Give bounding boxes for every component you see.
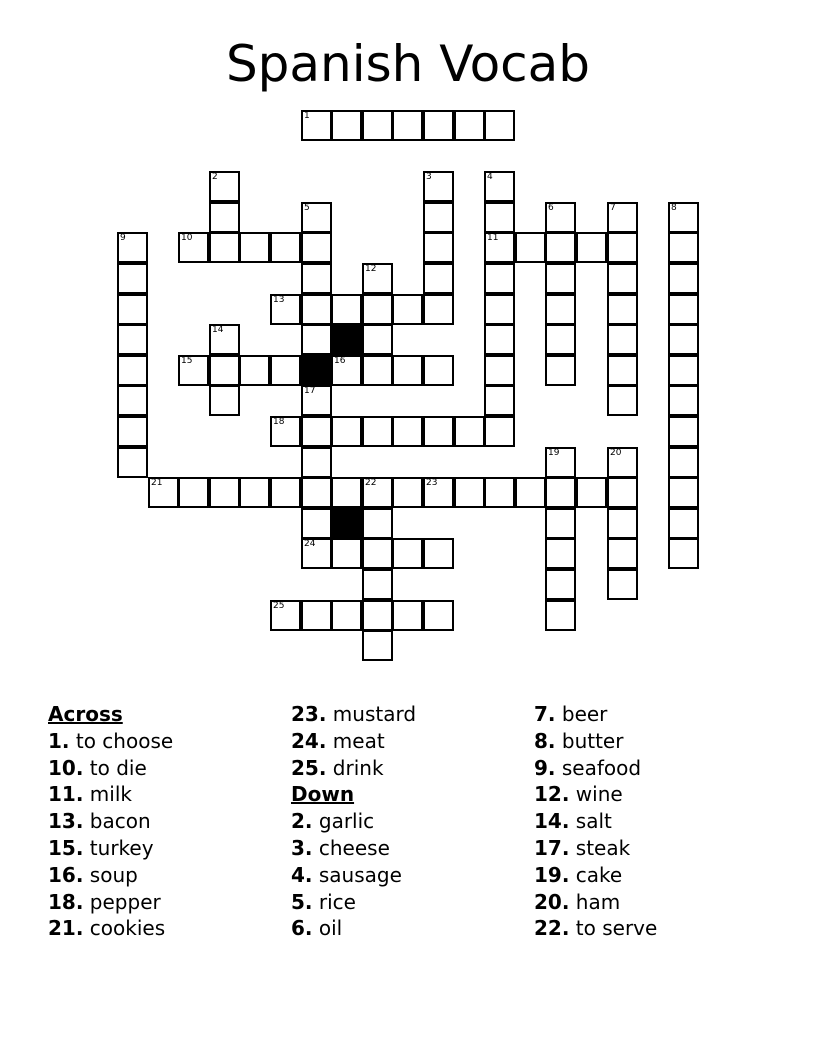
grid-cell[interactable]	[392, 355, 423, 386]
grid-cell[interactable]	[423, 355, 454, 386]
grid-cell[interactable]	[668, 355, 699, 386]
grid-cell[interactable]	[331, 416, 362, 447]
grid-cell[interactable]	[209, 202, 240, 233]
clue-number-label: 22	[365, 478, 377, 488]
grid-cell[interactable]	[576, 477, 607, 508]
grid-cell[interactable]	[607, 508, 638, 539]
grid-cell[interactable]	[301, 232, 332, 263]
grid-cell[interactable]	[484, 171, 515, 202]
grid-cell[interactable]	[239, 477, 270, 508]
grid-cell[interactable]	[117, 416, 148, 447]
grid-cell[interactable]	[484, 232, 515, 263]
grid-cell[interactable]	[270, 600, 301, 631]
grid-cell[interactable]	[117, 355, 148, 386]
grid-cell[interactable]	[209, 385, 240, 416]
grid-cell[interactable]	[209, 477, 240, 508]
clue-across-13[interactable]: 13. bacon	[48, 809, 151, 834]
grid-cell[interactable]	[362, 263, 393, 294]
grid-cell[interactable]	[576, 232, 607, 263]
clue-number-label: 17	[304, 386, 316, 396]
grid-cell[interactable]	[362, 324, 393, 355]
grid-cell[interactable]	[423, 263, 454, 294]
grid-cell[interactable]	[239, 232, 270, 263]
grid-cell[interactable]	[484, 324, 515, 355]
clue-number-label: 10	[181, 233, 193, 243]
grid-cell[interactable]	[117, 324, 148, 355]
clue-number-label: 23	[426, 478, 438, 488]
grid-cell[interactable]	[301, 477, 332, 508]
grid-cell[interactable]	[423, 294, 454, 325]
clue-number-label: 5	[304, 203, 310, 213]
clue-down-22[interactable]: 22. to serve	[534, 916, 658, 941]
grid-cell[interactable]	[117, 294, 148, 325]
grid-cell[interactable]	[117, 447, 148, 478]
clue-down-2[interactable]: 2. garlic	[291, 809, 375, 834]
clue-number-label: 3	[426, 172, 432, 182]
grid-cell[interactable]	[117, 232, 148, 263]
grid-cell[interactable]	[668, 477, 699, 508]
clue-number-label: 20	[610, 448, 622, 458]
grid-cell[interactable]	[301, 263, 332, 294]
grid-cell[interactable]	[668, 385, 699, 416]
clue-down-17[interactable]: 17. steak	[534, 835, 631, 860]
clue-across-16[interactable]: 16. soup	[48, 862, 138, 887]
grid-cell[interactable]	[301, 416, 332, 447]
grid-cell[interactable]	[301, 110, 332, 141]
grid-cell[interactable]	[607, 538, 638, 569]
grid-cell[interactable]	[607, 324, 638, 355]
grid-cell[interactable]	[484, 263, 515, 294]
grid-cell[interactable]	[484, 355, 515, 386]
grid-cell[interactable]	[362, 110, 393, 141]
black-square	[301, 355, 332, 386]
grid-cell[interactable]	[301, 202, 332, 233]
grid-cell[interactable]	[454, 416, 485, 447]
clue-down-6[interactable]: 6. oil	[291, 916, 343, 941]
grid-cell[interactable]	[362, 569, 393, 600]
grid-cell[interactable]	[423, 600, 454, 631]
grid-cell[interactable]	[454, 110, 485, 141]
grid-cell[interactable]	[423, 416, 454, 447]
grid-cell[interactable]	[607, 232, 638, 263]
grid-cell[interactable]	[668, 324, 699, 355]
page-title: Spanish Vocab	[225, 35, 591, 93]
grid-cell[interactable]	[668, 294, 699, 325]
grid-cell[interactable]	[270, 477, 301, 508]
grid-cell[interactable]	[545, 477, 576, 508]
grid-cell[interactable]	[423, 202, 454, 233]
grid-cell[interactable]	[270, 294, 301, 325]
clue-down-4[interactable]: 4. sausage	[291, 862, 402, 887]
clue-number-label: 25	[273, 601, 285, 611]
grid-cell[interactable]	[270, 355, 301, 386]
clue-number-label: 13	[273, 295, 285, 305]
clue-across-15[interactable]: 15. turkey	[48, 835, 154, 860]
clue-across-11[interactable]: 11. milk	[48, 782, 132, 807]
grid-cell[interactable]	[668, 508, 699, 539]
clue-number-label: 15	[181, 356, 193, 366]
grid-cell[interactable]	[484, 202, 515, 233]
grid-cell[interactable]	[301, 385, 332, 416]
grid-cell[interactable]	[178, 232, 209, 263]
grid-cell[interactable]	[607, 202, 638, 233]
clue-number-label: 7	[610, 203, 616, 213]
black-square	[331, 508, 362, 539]
clue-across-10[interactable]: 10. to die	[48, 755, 147, 780]
grid-cell[interactable]	[148, 477, 179, 508]
grid-cell[interactable]	[331, 600, 362, 631]
grid-cell[interactable]	[392, 416, 423, 447]
grid-cell[interactable]	[301, 324, 332, 355]
clue-down-14[interactable]: 14. salt	[534, 809, 612, 834]
grid-cell[interactable]	[545, 569, 576, 600]
clue-number-label: 1	[304, 111, 310, 121]
clue-down-3[interactable]: 3. cheese	[291, 835, 390, 860]
grid-cell[interactable]	[545, 263, 576, 294]
clue-down-8[interactable]: 8. butter	[534, 728, 624, 753]
grid-cell[interactable]	[484, 385, 515, 416]
grid-cell[interactable]	[270, 232, 301, 263]
grid-cell[interactable]	[331, 477, 362, 508]
grid-cell[interactable]	[484, 294, 515, 325]
grid-cell[interactable]	[545, 324, 576, 355]
clue-number-label: 9	[120, 233, 126, 243]
grid-cell[interactable]	[362, 416, 393, 447]
grid-cell[interactable]	[423, 232, 454, 263]
grid-cell[interactable]	[545, 600, 576, 631]
clue-down-9[interactable]: 9. seafood	[534, 755, 642, 780]
grid-cell[interactable]	[607, 477, 638, 508]
grid-cell[interactable]	[668, 416, 699, 447]
grid-cell[interactable]	[301, 294, 332, 325]
grid-cell[interactable]	[362, 508, 393, 539]
clue-across-18[interactable]: 18. pepper	[48, 889, 161, 914]
clue-number-label: 18	[273, 417, 285, 427]
across-header: Across	[48, 702, 123, 726]
clue-across-25[interactable]: 25. drink	[291, 755, 384, 780]
grid-cell[interactable]	[668, 447, 699, 478]
grid-cell[interactable]	[178, 477, 209, 508]
grid-cell[interactable]	[270, 416, 301, 447]
grid-cell[interactable]	[668, 538, 699, 569]
clue-column-1	[48, 701, 288, 942]
grid-cell[interactable]	[209, 232, 240, 263]
grid-cell[interactable]	[331, 355, 362, 386]
grid-cell[interactable]	[607, 294, 638, 325]
clue-down-5[interactable]: 5. rice	[291, 889, 356, 914]
grid-cell[interactable]	[423, 477, 454, 508]
grid-cell[interactable]	[454, 477, 485, 508]
grid-cell[interactable]	[545, 538, 576, 569]
grid-cell[interactable]	[209, 324, 240, 355]
grid-cell[interactable]	[209, 171, 240, 202]
clue-across-23[interactable]: 23. mustard	[291, 702, 417, 726]
clue-column-2	[291, 701, 531, 942]
clue-across-24[interactable]: 24. meat	[291, 728, 385, 753]
grid-cell[interactable]	[484, 110, 515, 141]
grid-cell[interactable]	[178, 355, 209, 386]
grid-cell[interactable]	[239, 355, 270, 386]
grid-cell[interactable]	[545, 202, 576, 233]
grid-cell[interactable]	[423, 171, 454, 202]
clue-number-label: 21	[151, 478, 163, 488]
grid-cell[interactable]	[331, 294, 362, 325]
clue-number-label: 14	[212, 325, 224, 335]
grid-cell[interactable]	[484, 416, 515, 447]
grid-cell[interactable]	[362, 294, 393, 325]
grid-cell[interactable]	[392, 538, 423, 569]
grid-cell[interactable]	[607, 355, 638, 386]
grid-cell[interactable]	[301, 508, 332, 539]
clue-number-label: 6	[548, 203, 554, 213]
clue-number-label: 16	[334, 356, 346, 366]
grid-cell[interactable]	[423, 110, 454, 141]
grid-cell[interactable]	[362, 600, 393, 631]
grid-cell[interactable]	[423, 538, 454, 569]
clue-down-20[interactable]: 20. ham	[534, 889, 621, 914]
grid-cell[interactable]	[515, 232, 546, 263]
clue-down-7[interactable]: 7. beer	[534, 702, 608, 726]
grid-cell[interactable]	[545, 294, 576, 325]
grid-cell[interactable]	[607, 385, 638, 416]
grid-cell[interactable]	[545, 355, 576, 386]
grid-cell[interactable]	[668, 263, 699, 294]
grid-cell[interactable]	[301, 600, 332, 631]
grid-cell[interactable]	[392, 600, 423, 631]
grid-cell[interactable]	[392, 477, 423, 508]
grid-cell[interactable]	[607, 447, 638, 478]
grid-cell[interactable]	[515, 477, 546, 508]
grid-cell[interactable]	[607, 569, 638, 600]
grid-cell[interactable]	[117, 385, 148, 416]
grid-cell[interactable]	[392, 110, 423, 141]
clue-number-label: 11	[487, 233, 499, 243]
black-square	[331, 324, 362, 355]
clue-across-1[interactable]: 1. to choose	[48, 728, 174, 753]
grid-cell[interactable]	[362, 630, 393, 661]
clue-down-12[interactable]: 12. wine	[534, 782, 623, 807]
grid-cell[interactable]	[545, 508, 576, 539]
clue-down-19[interactable]: 19. cake	[534, 862, 623, 887]
grid-cell[interactable]	[117, 263, 148, 294]
grid-cell[interactable]	[331, 110, 362, 141]
grid-cell[interactable]	[668, 232, 699, 263]
clue-number-label: 12	[365, 264, 377, 274]
clue-across-21[interactable]: 21. cookies	[48, 916, 166, 941]
clue-number-label: 4	[487, 172, 493, 182]
grid-cell[interactable]	[607, 263, 638, 294]
clue-column-3	[534, 701, 774, 942]
clue-number-label: 2	[212, 172, 218, 182]
grid-cell[interactable]	[545, 232, 576, 263]
grid-cell[interactable]	[301, 447, 332, 478]
grid-cell[interactable]	[484, 477, 515, 508]
grid-cell[interactable]	[362, 355, 393, 386]
grid-cell[interactable]	[392, 294, 423, 325]
grid-cell[interactable]	[545, 447, 576, 478]
clue-number-label: 8	[671, 203, 677, 213]
clue-number-label: 24	[304, 539, 316, 549]
grid-cell[interactable]	[362, 477, 393, 508]
grid-cell[interactable]	[301, 538, 332, 569]
grid-cell[interactable]	[362, 538, 393, 569]
clue-number-label: 19	[548, 448, 560, 458]
grid-cell[interactable]	[668, 202, 699, 233]
grid-cell[interactable]	[209, 355, 240, 386]
grid-cell[interactable]	[331, 538, 362, 569]
down-header: Down	[291, 782, 355, 807]
